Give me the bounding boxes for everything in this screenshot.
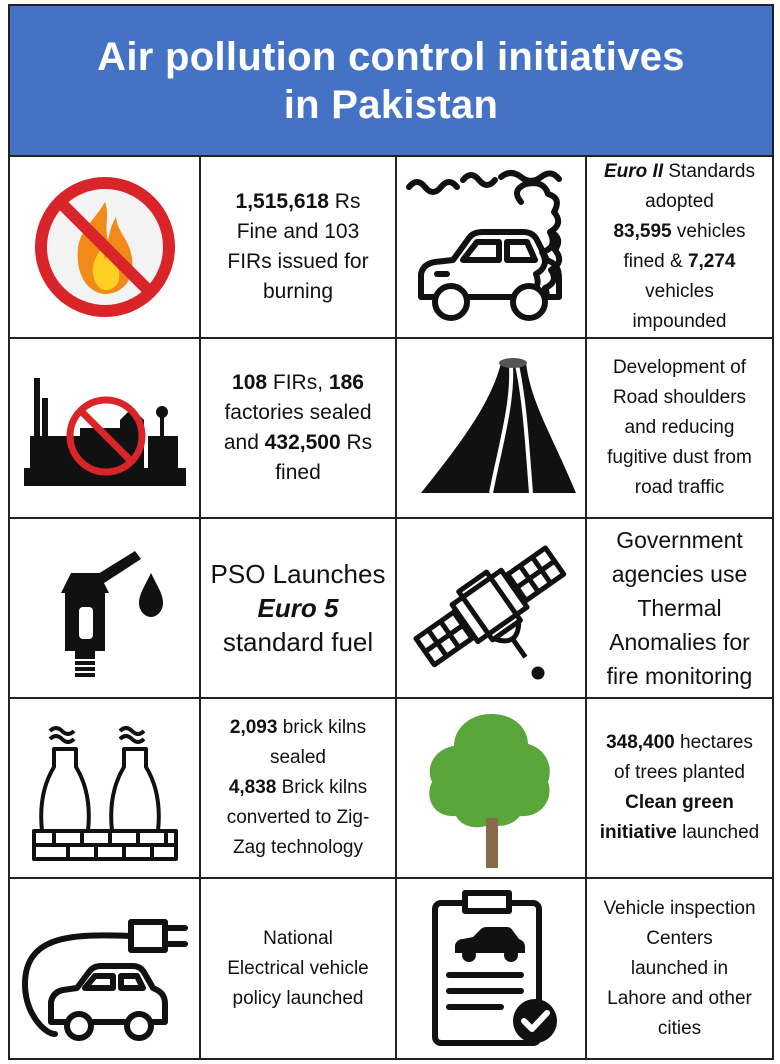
satellite-icon xyxy=(406,528,576,688)
initiative-row-1 xyxy=(10,157,772,339)
vehicles-impounded-count: 7,274 xyxy=(687,251,736,272)
text-fragment: brick kilns xyxy=(277,717,367,738)
text-line: PSO Launches xyxy=(210,559,386,589)
hectares-count: 348,400 xyxy=(606,732,675,753)
icon-cell xyxy=(10,519,201,697)
text-cell xyxy=(587,339,772,517)
text-line: adopted xyxy=(645,191,714,212)
no-burning-icon xyxy=(30,172,180,322)
fine-amount: 432,500 xyxy=(264,431,341,454)
electric-car-plug-icon xyxy=(15,894,195,1044)
kilns-converted-count: 4,838 xyxy=(228,777,277,798)
text-line: cities xyxy=(657,1017,702,1039)
text-fragment: and xyxy=(223,431,265,454)
text-line: of trees planted xyxy=(614,762,745,783)
text-cell xyxy=(201,879,397,1058)
text-line: burning xyxy=(262,280,334,303)
text-cell xyxy=(587,879,772,1058)
firs-count: 108 xyxy=(232,371,268,394)
text-fragment: FIRs, xyxy=(267,371,329,394)
icon-cell xyxy=(10,157,201,337)
text-fragment: fined & xyxy=(623,251,688,272)
text-line: Lahore and other xyxy=(607,987,752,1009)
car-smoke-icon xyxy=(401,162,581,332)
icon-cell xyxy=(10,879,201,1058)
text-line: road traffic xyxy=(634,477,725,498)
text-line: Electrical vehicle xyxy=(227,957,369,979)
factory-prohibited-icon xyxy=(20,358,190,498)
icon-cell xyxy=(397,339,587,517)
text-line: fire monitoring xyxy=(606,663,753,689)
text-cell xyxy=(587,157,772,337)
text-line: policy launched xyxy=(232,987,364,1009)
initiative-text xyxy=(598,157,761,337)
text-line: and reducing xyxy=(624,417,735,438)
initiative-text xyxy=(594,728,765,848)
factories-count: 186 xyxy=(328,371,364,394)
text-fragment: Rs xyxy=(340,431,373,454)
initiative-text xyxy=(221,713,376,863)
text-line: fined xyxy=(275,461,321,484)
text-cell xyxy=(201,157,397,337)
initiative-row-2 xyxy=(10,339,772,519)
text-fragment: Brick kilns xyxy=(276,777,368,798)
initiative-row-4 xyxy=(10,699,772,879)
text-line: Vehicle inspection xyxy=(603,897,756,919)
text-line: Thermal xyxy=(637,595,722,621)
initiative-text xyxy=(221,187,374,307)
road-icon xyxy=(401,353,581,503)
icon-cell xyxy=(397,879,587,1058)
text-line: Development of xyxy=(612,357,747,378)
text-fragment: Rs xyxy=(328,190,361,213)
fine-amount: 1,515,618 xyxy=(235,190,329,213)
page-title-line-1: Air pollution control initiatives xyxy=(97,34,685,79)
text-line: converted to Zig- xyxy=(226,807,370,828)
initiative-row-3 xyxy=(10,519,772,699)
initiatives-grid xyxy=(10,157,772,1058)
text-cell xyxy=(587,519,772,697)
kilns-sealed-count: 2,093 xyxy=(229,717,278,738)
text-line: Fine and 103 xyxy=(236,220,360,243)
initiative-text xyxy=(205,557,392,659)
initiative-text xyxy=(601,353,758,503)
fuel-nozzle-icon xyxy=(35,533,175,683)
text-fragment: Standards xyxy=(663,161,756,182)
text-cell xyxy=(201,699,397,877)
text-line: National xyxy=(263,927,333,949)
initiative-text xyxy=(597,894,761,1044)
icon-cell xyxy=(397,157,587,337)
page-title-line-2: in Pakistan xyxy=(283,82,499,127)
text-line: Government xyxy=(616,527,743,553)
infographic-frame xyxy=(8,4,774,1060)
text-line: factories sealed xyxy=(224,401,372,424)
text-line: FIRs issued for xyxy=(227,250,369,273)
text-fragment: vehicles xyxy=(671,221,746,242)
text-cell xyxy=(587,699,772,877)
header-banner xyxy=(10,6,772,157)
text-line: launched in xyxy=(630,957,729,979)
initiative-name: initiative xyxy=(599,822,677,843)
initiative-text xyxy=(601,523,759,693)
text-line: Anomalies for xyxy=(609,629,750,655)
text-cell xyxy=(201,339,397,517)
icon-cell xyxy=(10,339,201,517)
text-fragment: hectares xyxy=(674,732,753,753)
text-line: fugitive dust from xyxy=(607,447,752,468)
text-line: agencies use xyxy=(611,561,748,587)
initiative-text xyxy=(221,924,375,1014)
tree-icon xyxy=(416,708,566,868)
text-line: Zag technology xyxy=(233,837,363,858)
icon-cell xyxy=(397,699,587,877)
initiative-text xyxy=(218,368,378,488)
icon-cell xyxy=(10,699,201,877)
text-line: Centers xyxy=(646,927,713,949)
text-line: standard fuel xyxy=(222,627,374,657)
text-line: sealed xyxy=(269,747,326,768)
text-fragment: launched xyxy=(676,822,760,843)
initiative-row-5 xyxy=(10,879,772,1058)
euro-standard: Euro II xyxy=(603,161,664,182)
text-line: vehicles xyxy=(645,281,714,302)
vehicles-fined-count: 83,595 xyxy=(613,221,672,242)
brick-kiln-icon xyxy=(30,713,180,863)
euro-5-label: Euro 5 xyxy=(257,593,339,623)
icon-cell xyxy=(397,519,587,697)
text-line: impounded xyxy=(632,311,727,332)
initiative-name: Clean green xyxy=(625,792,734,813)
text-cell xyxy=(201,519,397,697)
inspection-clipboard-icon xyxy=(421,889,561,1049)
text-line: Road shoulders xyxy=(612,387,747,408)
